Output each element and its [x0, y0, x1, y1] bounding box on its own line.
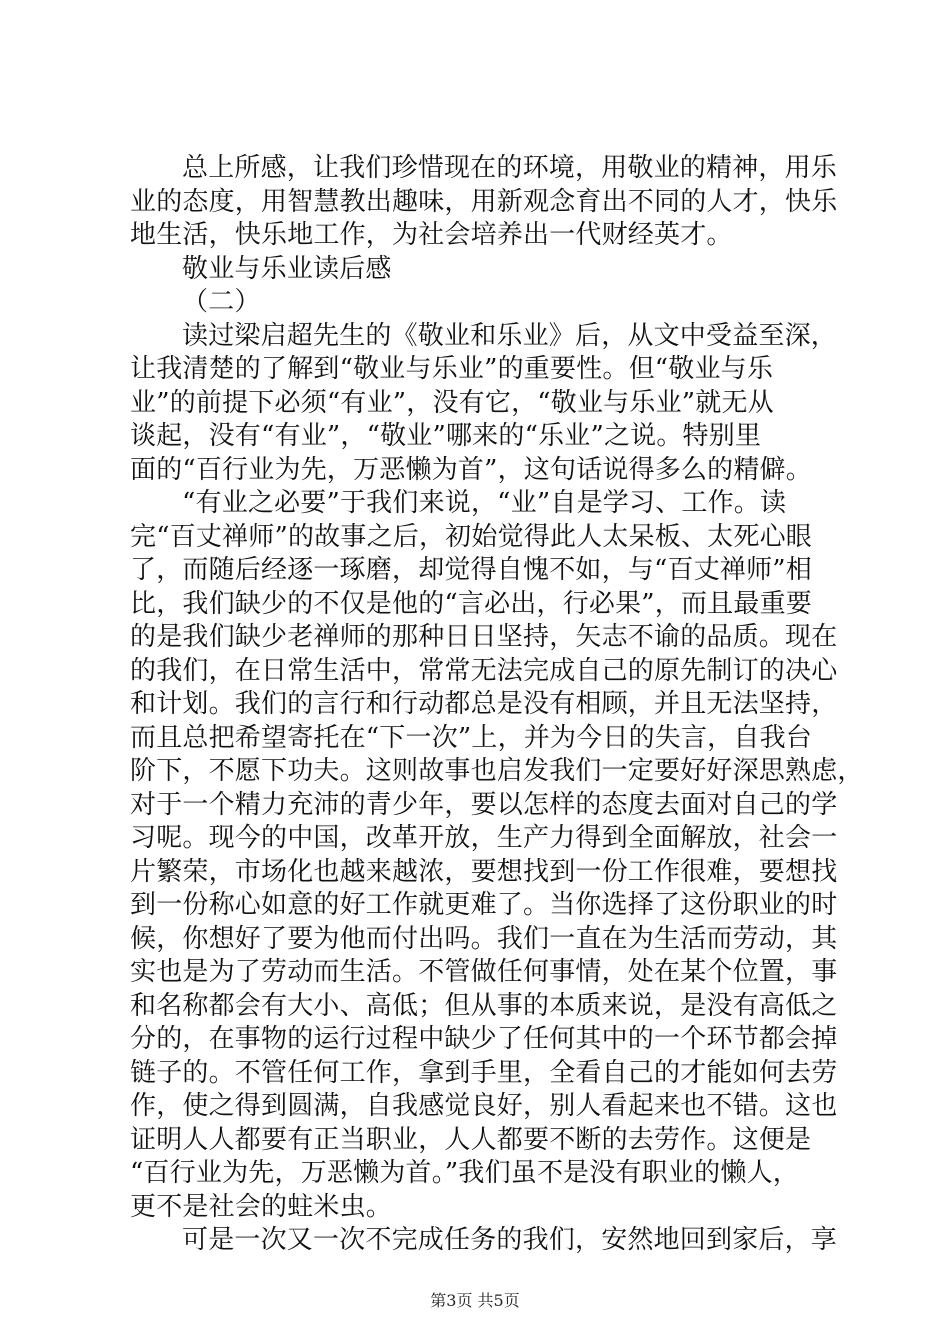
text-line: 可是一次又一次不完成任务的我们，安然地回到家后，享: [182, 1225, 838, 1255]
text-line: 实也是为了劳动而生活。不管做任何事情，处在某个位置，事: [130, 957, 838, 987]
text-line: “有业之必要”于我们来说，“业”自是学习、工作。读: [182, 488, 787, 518]
text-line: 作，使之得到圆满，自我感觉良好，别人看起来也不错。这也: [130, 1091, 838, 1121]
text-line: 比，我们缺少的不仅是他的“言必出，行必果”，而且最重要: [130, 588, 812, 619]
text-line: 读过梁启超先生的《敬业和乐业》后，从文中受益至深，: [182, 320, 838, 351]
text-line: 对于一个精力充沛的青少年，要以怎样的态度去面对自己的学: [130, 789, 838, 820]
text-line: 面的“百行业为先，万恶懒为首”，这句话说得多么的精僻。: [130, 454, 812, 485]
text-line: 的我们，在日常生活中，常常无法完成自己的原先制订的决心: [130, 655, 838, 686]
text-line: 和计划。我们的言行和行动都总是没有相顾，并且无法坚持，: [130, 689, 838, 719]
text-line: 更不是社会的蛀米虫。: [130, 1191, 393, 1222]
page-footer: 第3页 共5页: [430, 1291, 520, 1310]
text-line: 到一份称心如意的好工作就更难了。当你选择了这份职业的时: [130, 890, 838, 920]
text-line: 而且总把希望寄托在“下一次”上，并为今日的失言，自我台: [130, 722, 812, 753]
text-line: “百行业为先，万恶懒为首。”我们虽不是没有职业的懒人，: [130, 1158, 799, 1188]
text-line: 业的态度，用智慧教出趣味，用新观念育出不同的人才，快乐: [130, 186, 838, 217]
text-line: 和名称都会有大小、高低；但从事的本质来说，是没有高低之: [130, 990, 838, 1021]
text-line: 候，你想好了要为他而付出吗。我们一直在为生活而劳动，其: [130, 923, 838, 954]
document-body: [130, 152, 864, 1258]
text-line: 链子的。不管任何工作，拿到手里，全看自己的才能如何去劳: [130, 1057, 838, 1088]
text-line: 分的，在事物的运行过程中缺少了任何其中的一个环节都会掉: [130, 1024, 838, 1054]
text-line: 片繁荣，市场化也越来越浓，要想找到一份工作很难，要想找: [130, 856, 838, 887]
text-line: 的是我们缺少老禅师的那种日日坚持，矢志不谕的品质。现在: [130, 622, 838, 652]
text-line: 习呢。现今的中国，改革开放，生产力得到全面解放，社会一: [130, 823, 838, 853]
section-title: 敬业与乐业读后感: [182, 253, 392, 284]
text-line: 证明人人都要有正当职业，人人都要不断的去劳作。这便是: [130, 1124, 812, 1155]
section-number: （二）: [182, 287, 261, 317]
text-line: 了，而随后经逐一琢磨，却觉得自愧不如，与“百丈禅师”相: [130, 555, 812, 585]
text-line: 总上所感，让我们珍惜现在的环境，用敬业的精神，用乐: [182, 153, 838, 183]
text-line: 地生活，快乐地工作，为社会培养出一代财经英才。: [130, 220, 733, 250]
text-line: 谈起，没有“有业”，“敬业”哪来的“乐业”之说。特别里: [130, 421, 762, 451]
text-line: 业”的前提下必须“有业”，没有它，“敬业与乐业”就无从: [130, 387, 774, 418]
text-line: 阶下，不愿下功夫。这则故事也启发我们一定要好好深思熟虑，: [130, 756, 864, 786]
text-line: 完“百丈禅师”的故事之后，初始觉得此人太呆板、太死心眼: [130, 521, 812, 552]
text-line: 让我清楚的了解到“敬业与乐业”的重要性。但“敬业与乐: [130, 354, 774, 384]
